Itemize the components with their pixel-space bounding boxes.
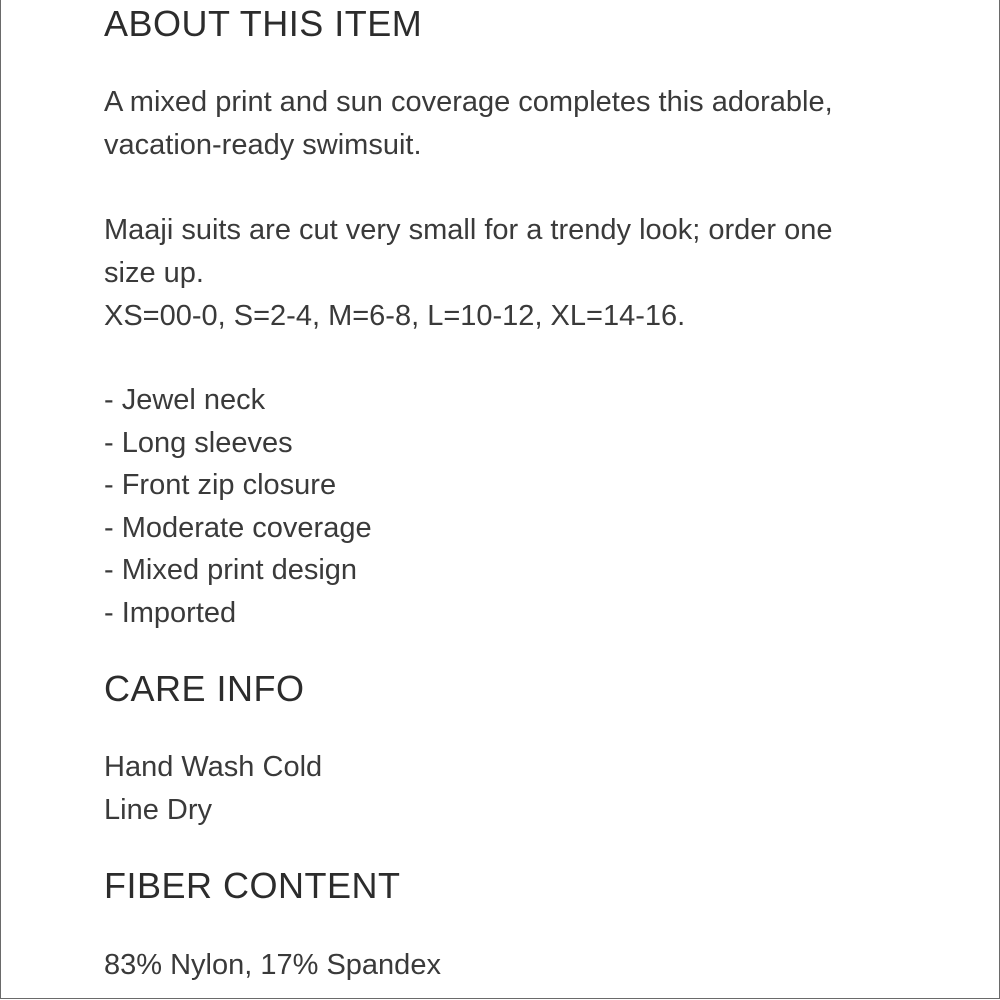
- size-chart-line: XS=00-0, S=2-4, M=6-8, L=10-12, XL=14-16.: [104, 300, 686, 332]
- description-line: A mixed print and sun coverage completes this adorable,: [104, 86, 833, 118]
- care-heading: CARE INFO: [104, 668, 305, 709]
- feature-item: - Jewel neck: [104, 384, 266, 416]
- feature-item: - Long sleeves: [104, 426, 293, 459]
- care-line: Hand Wash Cold: [104, 751, 323, 783]
- feature-item: - Mixed print design: [104, 554, 358, 586]
- fiber-heading: FIBER CONTENT: [104, 865, 401, 906]
- about-heading: ABOUT THIS ITEM: [104, 3, 423, 44]
- care-text: [104, 746, 322, 832]
- fit-note-line: Maaji suits are cut very small for a trendy look; order one: [104, 214, 833, 246]
- care-line: Line Dry: [104, 794, 212, 826]
- feature-item: - Moderate coverage: [104, 511, 372, 544]
- feature-item: - Imported: [104, 596, 237, 629]
- feature-list: [104, 379, 372, 634]
- fit-note: [104, 209, 833, 338]
- description-text: [104, 81, 833, 167]
- feature-item: - Front zip closure: [104, 469, 337, 501]
- fiber-text: 83% Nylon, 17% Spandex: [104, 949, 441, 981]
- fit-note-line: size up.: [104, 257, 204, 289]
- description-line: vacation-ready swimsuit.: [104, 129, 422, 161]
